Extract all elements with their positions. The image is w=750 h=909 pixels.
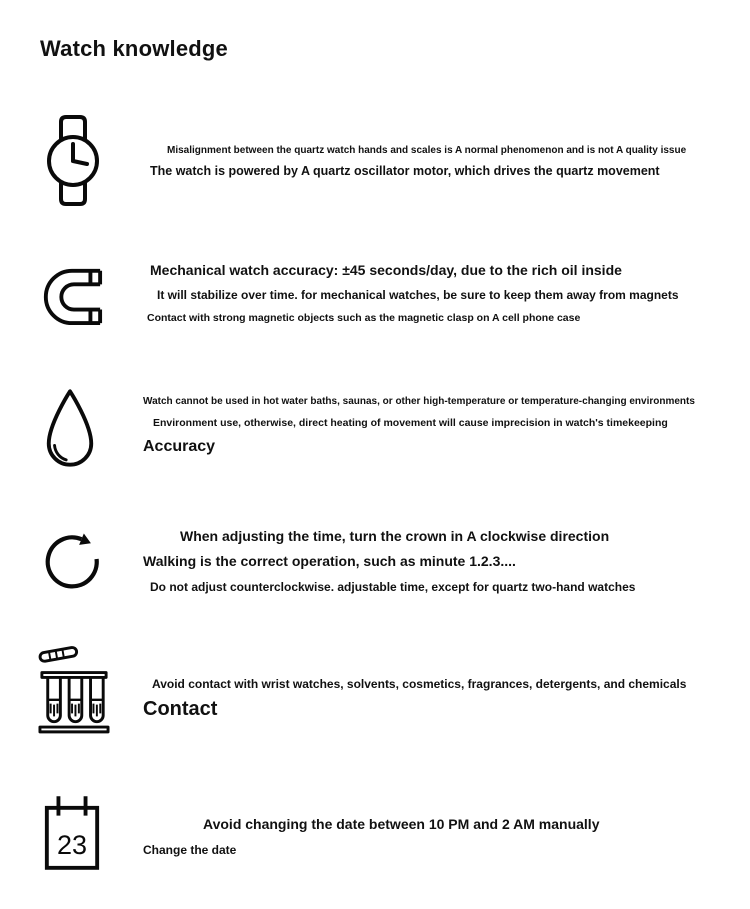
- info-line: Do not adjust counterclockwise. adjustable time, except for quartz two-hand watches: [150, 580, 636, 594]
- section-magnetism: [0, 258, 750, 325]
- water-drop-icon: [42, 385, 98, 473]
- info-line: When adjusting the time, turn the crown in A clockwise direction: [180, 528, 610, 544]
- info-line: Mechanical watch accuracy: ±45 seconds/day, due to the rich oil inside: [150, 262, 622, 278]
- calendar-day-number: 23: [56, 830, 88, 860]
- info-line: Environment use, otherwise, direct heating of movement will cause imprecision in watch's timekeeping: [153, 416, 668, 429]
- info-line: Watch cannot be used in hot water baths, saunas, or other high-temperature or temperature-changing environments: [143, 396, 695, 407]
- info-line: Misalignment between the quartz watch hands and scales is A normal phenomenon and is not A quality issue: [167, 145, 687, 156]
- section-chemicals: [0, 643, 750, 722]
- info-line: Change the date: [143, 842, 237, 857]
- page-title: Watch knowledge: [40, 36, 228, 61]
- test-tubes-icon: [38, 643, 110, 741]
- calendar-icon: [42, 792, 102, 874]
- info-line: Accuracy: [143, 437, 216, 455]
- clockwise-rotation-icon: [40, 524, 106, 594]
- section-temperature: [0, 383, 750, 457]
- info-line: Contact with strong magnetic objects such as the magnetic clasp on A cell phone case: [147, 311, 581, 324]
- wristwatch-icon: [42, 112, 104, 209]
- magnet-icon: [40, 262, 104, 328]
- info-line: The watch is powered by A quartz oscillator motor, which drives the quartz movement: [150, 163, 660, 178]
- info-line: Avoid changing the date between 10 PM and 2 AM manually: [203, 816, 600, 832]
- info-line: Avoid contact with wrist watches, solvents, cosmetics, fragrances, detergents, and chemicals: [152, 677, 687, 691]
- info-line: Walking is the correct operation, such as minute 1.2.3....: [143, 552, 516, 569]
- section-date-change: [0, 790, 750, 858]
- section-quartz-movement: [0, 112, 750, 179]
- info-line: Contact: [143, 698, 218, 720]
- info-line: It will stabilize over time. for mechanical watches, be sure to keep them away from magnets: [157, 287, 679, 302]
- section-time-adjustment: [0, 518, 750, 595]
